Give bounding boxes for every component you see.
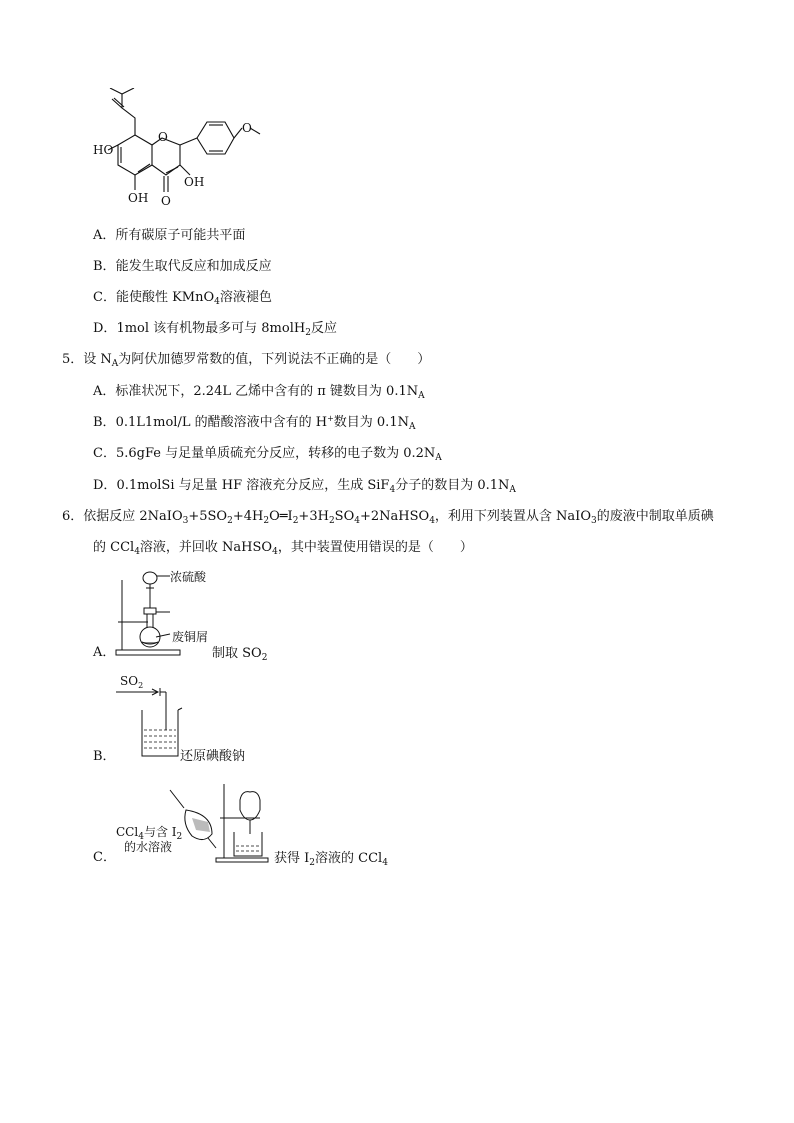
- so2-generator-apparatus: [112, 566, 222, 662]
- methoxy-o-label: O: [242, 121, 252, 135]
- oh-label-right: OH: [184, 175, 205, 189]
- q6-option-b-caption: 还原碘酸钠: [180, 749, 246, 764]
- oh-label-bottom: OH: [128, 191, 149, 205]
- q4-option-b: B．能发生取代反应和加成反应: [93, 259, 272, 274]
- ho-label: HO: [93, 143, 114, 157]
- q5-stem: 5．设 $N_A$为阿伏加德罗常数的值，下列说法不正确的是（ ）: [62, 352, 431, 369]
- q5-option-d: D．0.1molSi 与足量 HF 溶液充分反应，生成 SiF$_4$分子的数目为 $0.1N_A$: [93, 478, 516, 495]
- q6-option-b-letter: B．: [93, 749, 116, 764]
- q6-option-c-caption: 获得 $I_2$溶液的 CCl$_4$: [274, 851, 388, 868]
- copper-scrap-label: 废铜屑: [172, 630, 209, 644]
- carbonyl-o-label: O: [161, 194, 171, 208]
- q6-option-c-label2: 的水溶液: [124, 840, 173, 854]
- so2-gas-label: $SO_2$: [120, 674, 144, 690]
- q6-option-a-letter: A．: [93, 645, 116, 660]
- q5-option-b: B．0.1L1mol/L 的醋酸溶液中含有的 H+数目为 $0.1N_A$: [93, 414, 416, 432]
- q6-stem-line1: 6．依据反应 $2NaIO_3+5SO_2+4H_2O═I_2+3H_2SO_4+2NaHSO_4$，利用下列装置从含 NaIO$_3$的废液中制取单质碘: [62, 509, 714, 526]
- q4-option-a: A．所有碳原子可能共平面: [93, 228, 246, 243]
- conc-sulfuric-label: 浓硫酸: [170, 570, 207, 584]
- ring-o-label: O: [158, 130, 168, 144]
- q6-option-c-letter: C．: [93, 850, 116, 865]
- q6-option-c-label1: CCl$_4$与含 $I_2$: [116, 825, 183, 842]
- flavonoid-structure-figure: [80, 88, 280, 218]
- q5-option-a: A．标准状况下，2.24L 乙烯中含有的 π 键数目为 $0.1N_A$: [93, 384, 425, 401]
- q4-option-c: C．能使酸性 KMnO$_4$溶液褪色: [93, 290, 272, 307]
- q6-stem-line2: 的 CCl$_4$溶液，并回收 NaHSO$_4$，其中装置使用错误的是（ ）: [93, 540, 473, 557]
- q4-option-d: D．1mol 该有机物最多可与 8molH$_2$反应: [93, 321, 337, 338]
- q5-option-c: C．5.6gFe 与足量单质硫充分反应，转移的电子数为 $0.2N_A$: [93, 446, 442, 463]
- q6-option-a-caption: 制取 $SO_2$: [212, 646, 268, 663]
